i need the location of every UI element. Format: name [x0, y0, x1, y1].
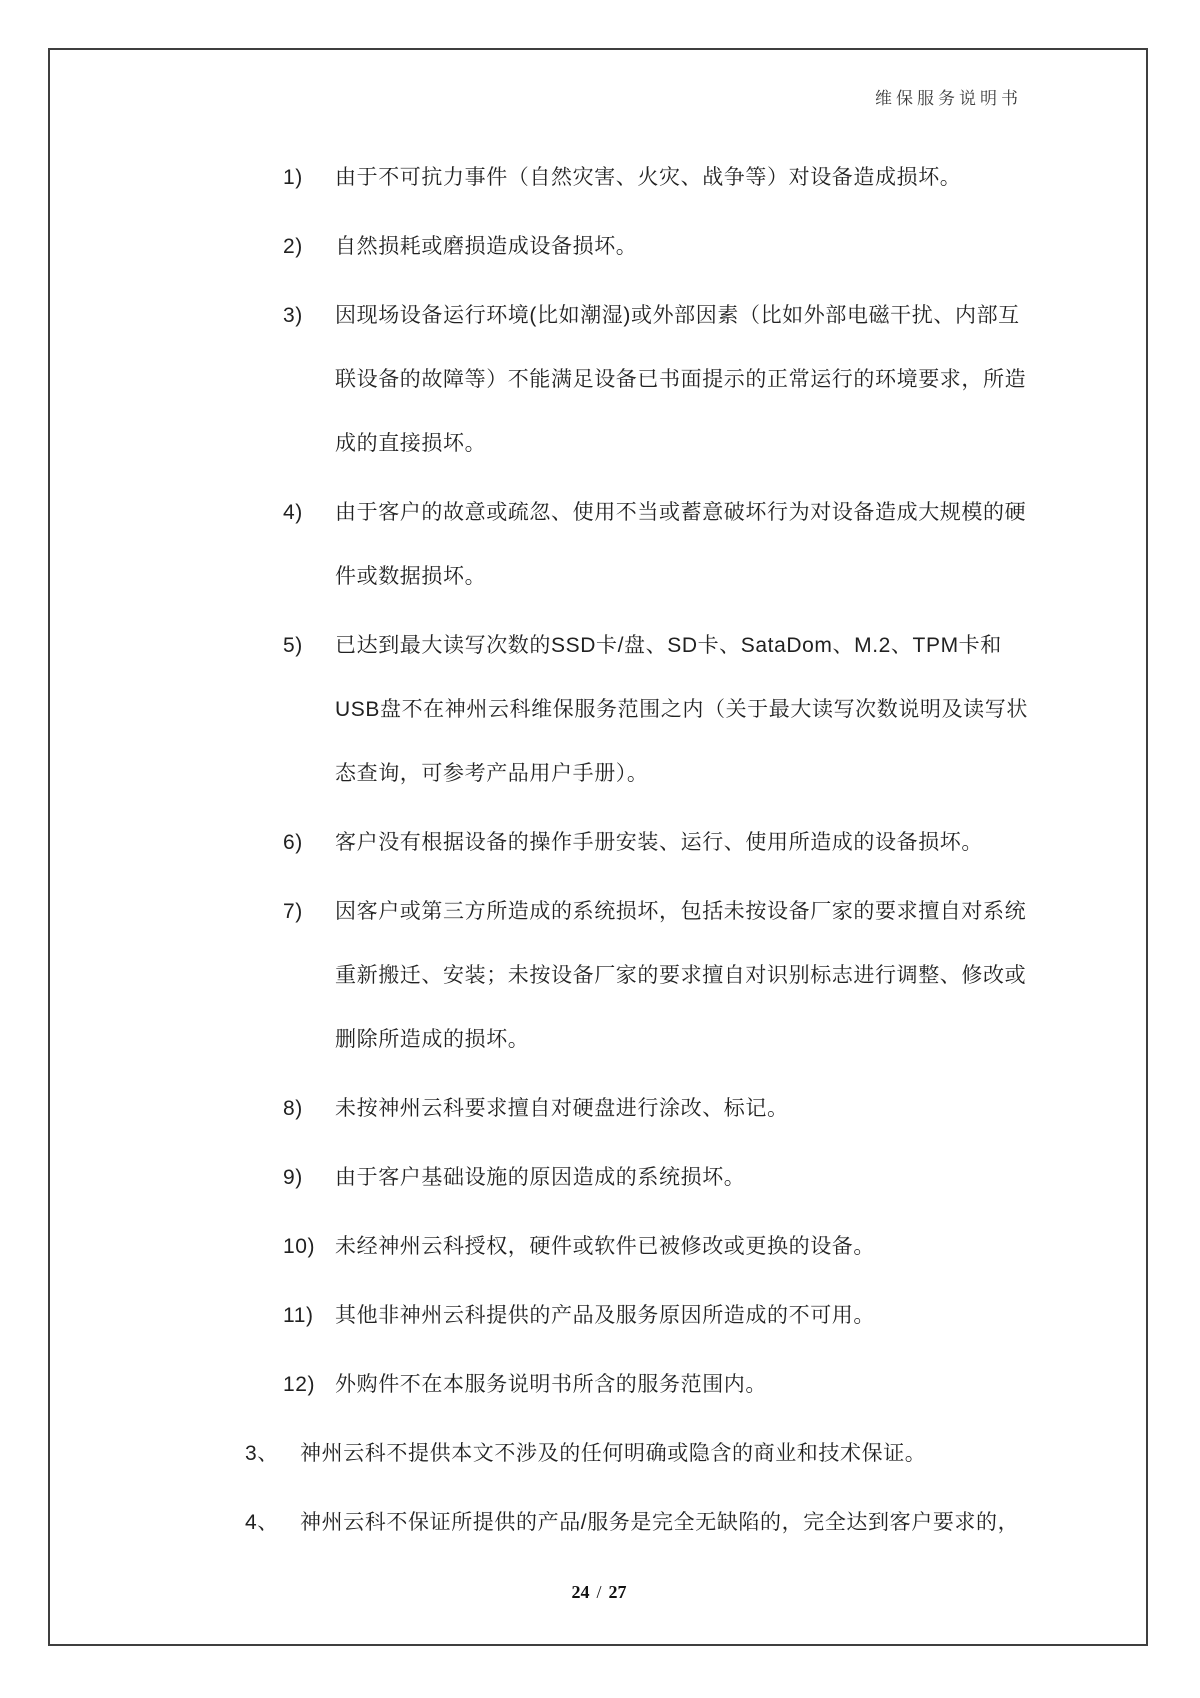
list-item-text [335, 146, 1200, 210]
list-item-line: 重新搬迁、安装；未按设备厂家的要求擅自对识别标志进行调整、修改或 [335, 964, 1027, 987]
list-item-text [335, 1353, 1200, 1417]
list-item-line: 未按神州云科要求擅自对硬盘进行涂改、标记。 [335, 1097, 789, 1120]
page-number-current: 24 [571, 1582, 590, 1602]
list-item-number: 4) [283, 501, 303, 524]
list-item-number: 3) [283, 304, 303, 327]
list-item-line: 件或数据损坏。 [335, 565, 487, 588]
list-item-number: 4、 [245, 1511, 279, 1534]
list-item-1 [0, 146, 1200, 210]
list-item-line: 自然损耗或磨损造成设备损坏。 [335, 235, 638, 258]
list-item-text [335, 284, 1200, 476]
list-item-line: 神州云科不保证所提供的产品/服务是完全无缺陷的，完全达到客户要求的， [300, 1511, 1020, 1534]
page-number [0, 1582, 1198, 1603]
list-item-line: 由于客户基础设施的原因造成的系统损坏。 [335, 1166, 746, 1189]
list-item-5 [0, 614, 1200, 806]
outer-list-item-3 [0, 1422, 1200, 1486]
list-item-2 [0, 215, 1200, 279]
list-item-text [335, 1146, 1200, 1210]
list-item-number: 7) [283, 900, 303, 923]
list-item-number: 2) [283, 235, 303, 258]
list-item-line: 神州云科不提供本文不涉及的任何明确或隐含的商业和技术保证。 [300, 1442, 927, 1465]
list-item-number: 6) [283, 831, 303, 854]
list-item-line: 态查询，可参考产品用户手册）。 [335, 762, 649, 785]
list-item-text [335, 811, 1200, 875]
list-item-text [335, 1284, 1200, 1348]
list-item-number: 1) [283, 166, 303, 189]
list-item-text [335, 880, 1200, 1072]
list-item-text [335, 1215, 1200, 1279]
list-item-line: 已达到最大读写次数的SSD卡/盘、SD卡、SataDom、M.2、TPM卡和 [335, 634, 1002, 657]
list-item-line: 由于客户的故意或疏忽、使用不当或蓄意破坏行为对设备造成大规模的硬 [335, 501, 1027, 524]
list-item-6 [0, 811, 1200, 875]
list-item-text [335, 614, 1200, 806]
list-item-line: 因现场设备运行环境(比如潮湿)或外部因素（比如外部电磁干扰、内部互 [335, 304, 1020, 327]
list-item-number: 9) [283, 1166, 303, 1189]
list-item-11 [0, 1284, 1200, 1348]
list-item-9 [0, 1146, 1200, 1210]
list-item-text [335, 481, 1200, 609]
list-item-line: 其他非神州云科提供的产品及服务原因所造成的不可用。 [335, 1304, 875, 1327]
list-item-line: USB盘不在神州云科维保服务范围之内（关于最大读写次数说明及读写状 [335, 698, 1028, 721]
list-item-line: 未经神州云科授权，硬件或软件已被修改或更换的设备。 [335, 1235, 875, 1258]
list-item-3 [0, 284, 1200, 476]
list-item-line: 由于不可抗力事件（自然灾害、火灾、战争等）对设备造成损坏。 [335, 166, 962, 189]
header-title: 维保服务说明书 [875, 89, 1022, 108]
list-item-number: 8) [283, 1097, 303, 1120]
list-item-text [335, 215, 1200, 279]
list-item-4 [0, 481, 1200, 609]
list-item-text [300, 1491, 1200, 1555]
list-item-text [335, 1077, 1200, 1141]
list-item-number: 3、 [245, 1442, 279, 1465]
list-item-10 [0, 1215, 1200, 1279]
list-item-12 [0, 1353, 1200, 1417]
list-item-number: 11) [283, 1304, 314, 1327]
list-item-number: 10) [283, 1235, 316, 1258]
page-number-separator: / [596, 1582, 602, 1602]
list-item-line: 删除所造成的损坏。 [335, 1028, 530, 1051]
list-item-8 [0, 1077, 1200, 1141]
list-item-line: 外购件不在本服务说明书所含的服务范围内。 [335, 1373, 767, 1396]
list-item-text [300, 1422, 1200, 1486]
list-item-line: 因客户或第三方所造成的系统损坏，包括未按设备厂家的要求擅自对系统 [335, 900, 1027, 923]
page-number-total: 27 [608, 1582, 627, 1602]
list-item-number: 12) [283, 1373, 316, 1396]
list-item-line: 客户没有根据设备的操作手册安装、运行、使用所造成的设备损坏。 [335, 831, 983, 854]
list-item-line: 成的直接损坏。 [335, 432, 487, 455]
list-item-line: 联设备的故障等）不能满足设备已书面提示的正常运行的环境要求，所造 [335, 368, 1027, 391]
list-item-7 [0, 880, 1200, 1072]
list-item-number: 5) [283, 634, 303, 657]
exclusion-list [0, 146, 1200, 1560]
outer-list-item-4 [0, 1491, 1200, 1555]
